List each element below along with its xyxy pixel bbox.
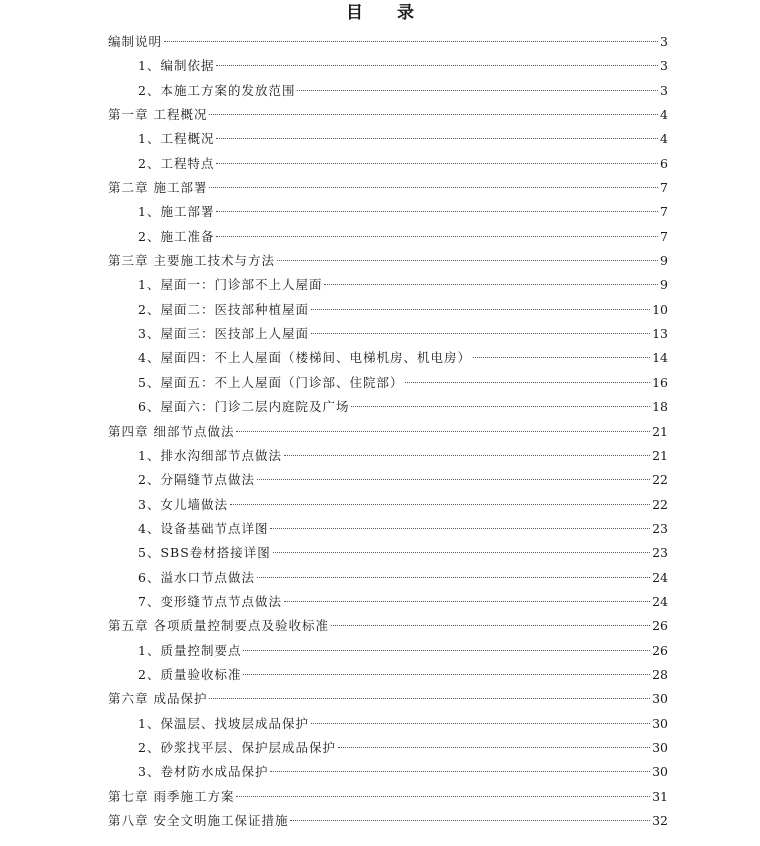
dot-leader xyxy=(324,284,658,285)
dot-leader xyxy=(236,431,650,432)
toc-entry-label: 第八章 安全文明施工保证措施 xyxy=(108,813,289,828)
toc-entry-page-number: 21 xyxy=(652,423,668,439)
toc-entry-label: 第五章 各项质量控制要点及验收标准 xyxy=(108,618,329,634)
toc-entry-page-number: 16 xyxy=(652,374,668,390)
toc-entry-page-number: 9 xyxy=(660,277,668,293)
dot-leader xyxy=(270,528,650,529)
dot-leader xyxy=(270,771,650,772)
toc-entry-page-number: 32 xyxy=(652,813,668,828)
dot-leader xyxy=(209,698,650,699)
toc-entry-label: 2、工程特点 xyxy=(138,155,215,171)
toc-section-entry[interactable] xyxy=(108,541,668,565)
toc-entry-label: 第一章 工程概况 xyxy=(108,107,208,123)
toc-entry-page-number: 3 xyxy=(660,34,668,49)
dot-leader xyxy=(311,309,650,310)
toc-section-entry[interactable] xyxy=(108,273,668,297)
toc-entry-label: 6、屋面六：门诊二层内庭院及广场 xyxy=(138,399,350,415)
toc-entry-page-number: 30 xyxy=(652,715,668,731)
toc-section-entry[interactable] xyxy=(108,79,668,103)
toc-section-entry[interactable] xyxy=(108,468,668,492)
dot-leader xyxy=(209,114,658,115)
toc-entry-page-number: 22 xyxy=(652,496,668,512)
dot-leader xyxy=(473,357,650,358)
toc-entry-page-number: 28 xyxy=(652,666,668,682)
toc-section-entry[interactable] xyxy=(108,127,668,151)
dot-leader xyxy=(405,382,650,383)
toc-entry-label: 3、女儿墙做法 xyxy=(138,496,228,512)
toc-entry-page-number: 24 xyxy=(652,569,668,585)
toc-chapter-entry[interactable] xyxy=(108,809,668,833)
toc-entry-label: 第七章 雨季施工方案 xyxy=(108,788,235,804)
toc-entry-page-number: 13 xyxy=(652,326,668,342)
toc-section-entry[interactable] xyxy=(108,639,668,663)
toc-chapter-entry[interactable] xyxy=(108,687,668,711)
toc-entry-label: 2、屋面二：医技部种植屋面 xyxy=(138,301,309,317)
toc-entry-page-number: 3 xyxy=(660,58,668,74)
toc-entry-page-number: 14 xyxy=(652,350,668,366)
dot-leader xyxy=(209,187,658,188)
dot-leader xyxy=(243,674,650,675)
toc-entry-page-number: 23 xyxy=(652,520,668,536)
toc-entry-page-number: 3 xyxy=(660,82,668,98)
toc-chapter-entry[interactable] xyxy=(108,614,668,638)
dot-leader xyxy=(257,479,650,480)
toc-entry-page-number: 26 xyxy=(652,642,668,658)
toc-entry-label: 1、施工部署 xyxy=(138,204,215,220)
toc-entry-label: 1、工程概况 xyxy=(138,131,215,147)
dot-leader xyxy=(290,820,650,821)
dot-leader xyxy=(284,455,650,456)
toc-entry-label: 7、变形缝节点节点做法 xyxy=(138,593,282,609)
dot-leader xyxy=(230,504,650,505)
toc-entry-label: 6、溢水口节点做法 xyxy=(138,569,255,585)
toc-list xyxy=(108,30,668,833)
dot-leader xyxy=(236,796,650,797)
toc-entry-label: 2、本施工方案的发放范围 xyxy=(138,82,296,98)
dot-leader xyxy=(277,260,658,261)
toc-entry-label: 4、设备基础节点详图 xyxy=(138,520,269,536)
toc-entry-label: 2、质量验收标准 xyxy=(138,666,242,682)
toc-entry-page-number: 30 xyxy=(652,691,668,707)
dot-leader xyxy=(311,333,650,334)
dot-leader xyxy=(216,236,658,237)
toc-entry-page-number: 23 xyxy=(652,545,668,561)
toc-entry-page-number: 24 xyxy=(652,593,668,609)
toc-entry-label: 3、屋面三：医技部上人屋面 xyxy=(138,326,309,342)
toc-entry-label: 5、SBS卷材搭接详图 xyxy=(138,545,271,561)
toc-chapter-entry[interactable] xyxy=(108,785,668,809)
toc-title: 目 录 xyxy=(346,3,428,23)
toc-section-entry[interactable] xyxy=(108,395,668,419)
toc-chapter-entry[interactable] xyxy=(108,103,668,127)
toc-entry-label: 2、分隔缝节点做法 xyxy=(138,472,255,488)
dot-leader xyxy=(257,577,650,578)
toc-entry-label: 第四章 细部节点做法 xyxy=(108,423,235,439)
toc-entry-label: 2、施工准备 xyxy=(138,228,215,244)
toc-section-entry[interactable] xyxy=(108,760,668,784)
dot-leader xyxy=(216,163,658,164)
toc-section-entry[interactable] xyxy=(108,322,668,346)
toc-chapter-entry[interactable] xyxy=(108,420,668,444)
toc-entry-label: 第二章 施工部署 xyxy=(108,180,208,196)
dot-leader xyxy=(338,747,650,748)
toc-section-entry[interactable] xyxy=(108,663,668,687)
toc-entry-page-number: 31 xyxy=(652,788,668,804)
toc-entry-page-number: 30 xyxy=(652,739,668,755)
toc-entry-label: 1、保温层、找坡层成品保护 xyxy=(138,715,309,731)
toc-entry-label: 3、卷材防水成品保护 xyxy=(138,764,269,780)
toc-entry-label: 第六章 成品保护 xyxy=(108,691,208,707)
toc-entry-page-number: 7 xyxy=(660,228,668,244)
toc-entry-label: 1、编制依据 xyxy=(138,58,215,74)
toc-chapter-entry[interactable] xyxy=(108,176,668,200)
toc-section-entry[interactable] xyxy=(108,298,668,322)
toc-section-entry[interactable] xyxy=(108,200,668,224)
toc-section-entry[interactable] xyxy=(108,346,668,370)
dot-leader xyxy=(297,90,658,91)
dot-leader xyxy=(243,650,650,651)
toc-entry-page-number: 10 xyxy=(652,301,668,317)
dot-leader xyxy=(216,138,658,139)
toc-section-entry[interactable] xyxy=(108,566,668,590)
dot-leader xyxy=(216,211,658,212)
toc-entry-page-number: 4 xyxy=(660,131,668,147)
toc-entry-page-number: 6 xyxy=(660,155,668,171)
toc-section-entry[interactable] xyxy=(108,736,668,760)
toc-section-entry[interactable] xyxy=(108,444,668,468)
dot-leader xyxy=(331,625,650,626)
dot-leader xyxy=(216,65,658,66)
toc-section-entry[interactable] xyxy=(108,152,668,176)
toc-entry-label: 5、屋面五：不上人屋面（门诊部、住院部） xyxy=(138,374,404,390)
toc-section-entry[interactable] xyxy=(108,590,668,614)
toc-entry-page-number: 9 xyxy=(660,253,668,269)
toc-entry-page-number: 7 xyxy=(660,180,668,196)
toc-section-entry[interactable] xyxy=(108,225,668,249)
toc-entry-label: 1、屋面一：门诊部不上人屋面 xyxy=(138,277,323,293)
toc-entry-page-number: 22 xyxy=(652,472,668,488)
dot-leader xyxy=(351,406,650,407)
toc-entry-page-number: 18 xyxy=(652,399,668,415)
toc-section-entry[interactable] xyxy=(108,517,668,541)
toc-section-entry[interactable] xyxy=(108,712,668,736)
toc-chapter-entry[interactable] xyxy=(108,249,668,273)
toc-section-entry[interactable] xyxy=(108,371,668,395)
dot-leader xyxy=(273,552,650,553)
toc-chapter-entry[interactable] xyxy=(108,30,668,54)
toc-entry-label: 1、质量控制要点 xyxy=(138,642,242,658)
toc-entry-label: 4、屋面四：不上人屋面（楼梯间、电梯机房、机电房） xyxy=(138,350,471,366)
toc-entry-page-number: 7 xyxy=(660,204,668,220)
toc-entry-page-number: 4 xyxy=(660,107,668,123)
toc-entry-label: 编制说明 xyxy=(108,34,163,49)
toc-entry-label: 1、排水沟细部节点做法 xyxy=(138,447,282,463)
toc-section-entry[interactable] xyxy=(108,54,668,78)
dot-leader xyxy=(164,41,658,42)
dot-leader xyxy=(311,723,650,724)
toc-entry-page-number: 26 xyxy=(652,618,668,634)
toc-entry-page-number: 21 xyxy=(652,447,668,463)
dot-leader xyxy=(284,601,650,602)
toc-entry-label: 2、砂浆找平层、保护层成品保护 xyxy=(138,739,336,755)
toc-entry-page-number: 30 xyxy=(652,764,668,780)
toc-section-entry[interactable] xyxy=(108,493,668,517)
toc-entry-label: 第三章 主要施工技术与方法 xyxy=(108,253,275,269)
